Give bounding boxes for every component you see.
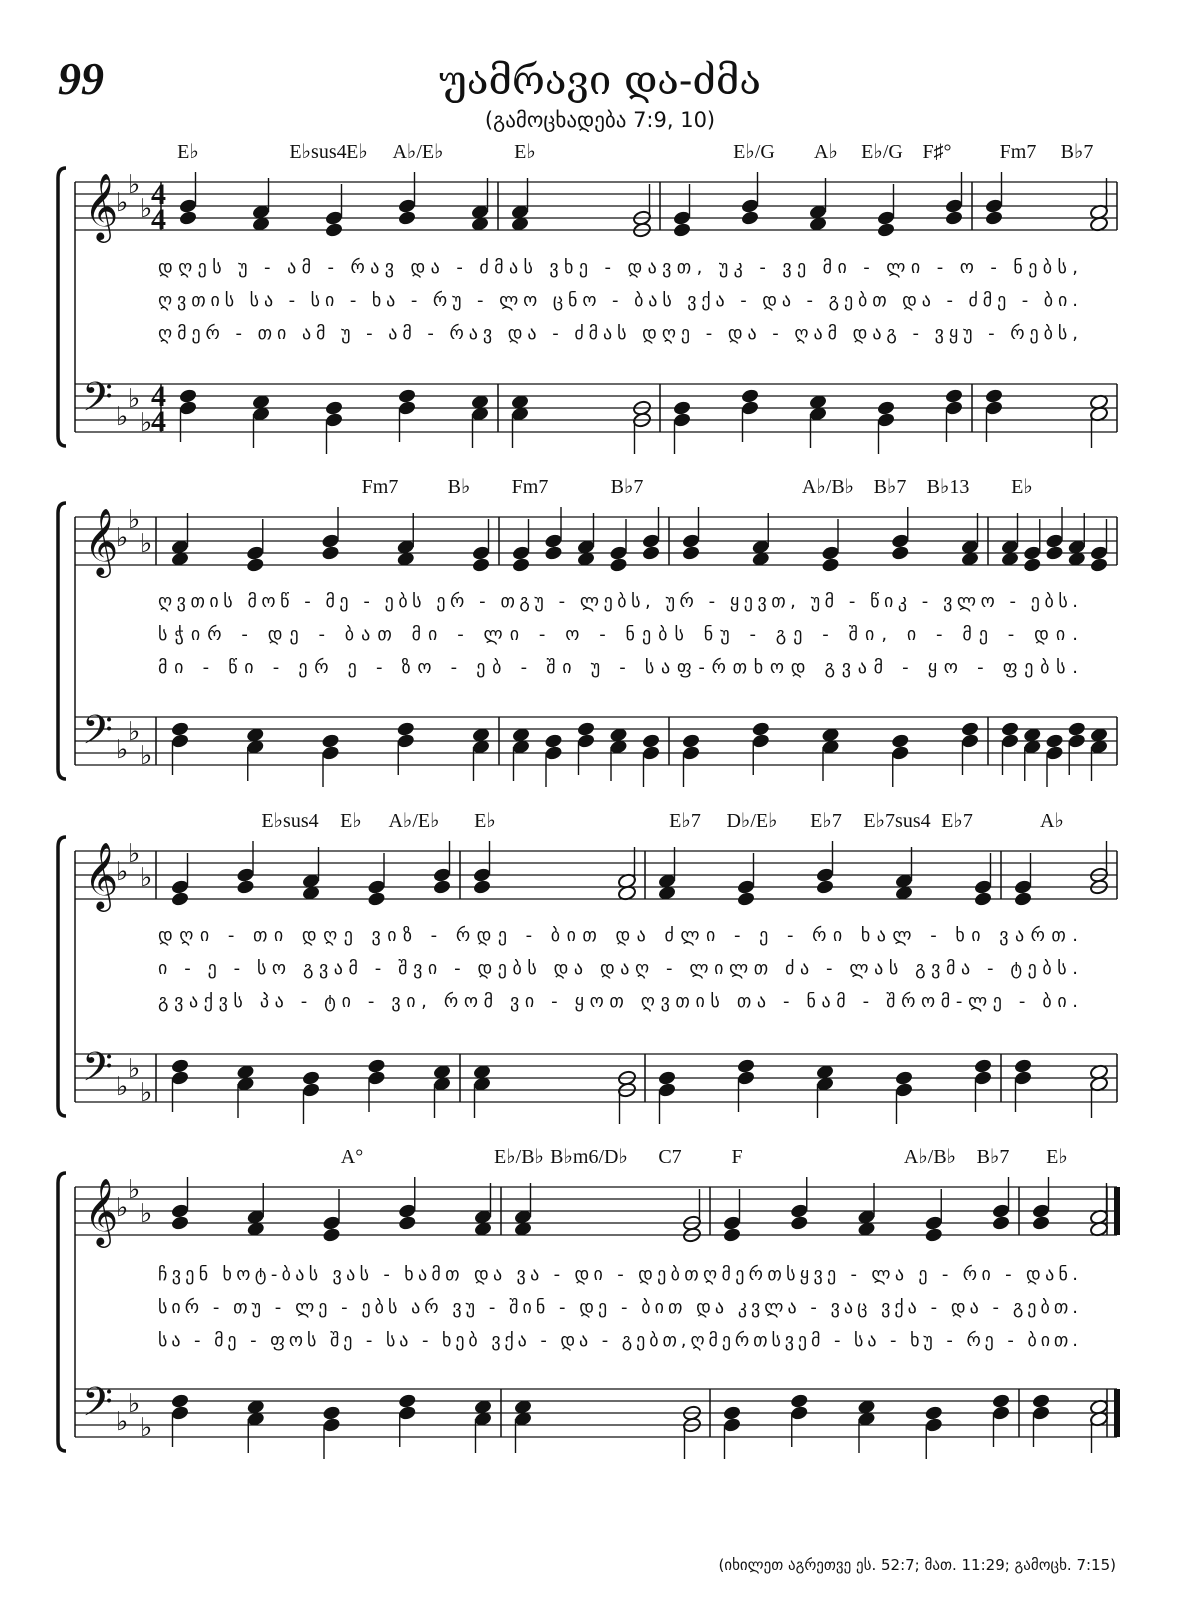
chord-symbol: B♭: [447, 476, 471, 498]
flat-icon: ♭: [116, 523, 129, 553]
chord-symbol: E♭/B♭: [494, 1146, 544, 1168]
bass-clef-icon: 𝄢: [82, 1044, 113, 1100]
chord-symbol: A♭: [1040, 810, 1064, 832]
chord-symbol: Fm7: [361, 476, 399, 498]
lyric-line-1: დღეს უ - ამ - რავ და - ძმას ვხე - დავთ, უკ - ვე მი - ლი - ო - ნებს,: [158, 257, 1078, 278]
chord-symbol: F♯°: [922, 141, 952, 163]
chord-symbol: E♭/G: [733, 141, 775, 163]
flat-icon: ♭: [140, 863, 153, 893]
chord-symbol: A♭/B♭: [801, 476, 855, 498]
chord-symbol: B♭m6/D♭: [550, 1146, 628, 1168]
chord-symbol: D♭/E♭: [726, 810, 778, 832]
flat-icon: ♭: [140, 1199, 153, 1229]
flat-icon: ♭: [128, 170, 141, 200]
flat-icon: ♭: [140, 194, 153, 224]
system-bracket: [58, 168, 66, 446]
chord-symbol: A♭/E♭: [388, 810, 440, 832]
chord-symbol: A♭/E♭: [392, 141, 444, 163]
chord-symbol: F: [731, 1146, 743, 1168]
bass-time-signature-top: 4: [151, 380, 166, 413]
flat-icon: ♭: [116, 1072, 129, 1102]
system-bracket: [58, 503, 66, 779]
treble-staff: [75, 517, 1117, 565]
flat-icon: ♭: [116, 1193, 129, 1223]
flat-icon: ♭: [140, 529, 153, 559]
treble-clef-icon: 𝄞: [84, 1177, 119, 1245]
bass-clef-icon: 𝄢: [82, 707, 113, 763]
chord-symbol: A♭: [814, 141, 838, 163]
flat-icon: ♭: [116, 857, 129, 887]
chord-symbol: E♭: [340, 810, 362, 832]
chord-symbol: B♭7: [610, 476, 644, 498]
chord-symbol: B♭13: [926, 476, 970, 498]
bass-staff: [75, 1054, 1117, 1102]
flat-icon: ♭: [116, 402, 129, 432]
treble-staff: [75, 851, 1117, 899]
chord-symbol: E♭: [1046, 1146, 1068, 1168]
system-3: [58, 810, 1117, 1124]
system-bracket: [58, 1173, 66, 1451]
scripture-reference-footnote: (იხილეთ აგრეთვე ეს. 52:7; მათ. 11:29; გამოცხ. 7:15): [718, 1556, 1116, 1574]
chord-symbol: E♭: [514, 141, 536, 163]
lyric-line-3: სა - მე - ფოს შე - სა - ხებ ვქა - და - გებთ,ღმერთსვემ - სა - ხუ - რე - ბით.: [158, 1330, 1078, 1351]
lyric-line-3: გვაქვს პა - ტი - ვი, რომ ვი - ყოთ ღვთის თა - ნამ - შრომ-ლე - ბი.: [158, 991, 1078, 1012]
chord-symbol: E♭/G: [861, 141, 903, 163]
chord-symbol: C7: [658, 1146, 682, 1168]
flat-icon: ♭: [140, 1078, 153, 1108]
chord-symbol: E♭sus4: [289, 141, 347, 163]
chord-symbol: E♭: [1011, 476, 1033, 498]
bass-time-signature-bottom: 4: [151, 405, 166, 438]
lyric-line-1: დღი - თი დღე ვიზ - რდე - ბით და ძლი - ე - რი ხალ - ხი ვართ.: [158, 925, 1078, 946]
lyric-line-3: ღმერ - თი ამ უ - ამ - რავ და - ძმას დღე - და - ღამ დაგ - ვყუ - რებს,: [158, 323, 1078, 344]
chord-symbol: B♭7: [1060, 141, 1094, 163]
chord-symbol: B♭7: [976, 1146, 1010, 1168]
chord-symbol: A°: [340, 1146, 364, 1168]
bass-staff: [75, 384, 1117, 432]
flat-icon: ♭: [128, 839, 141, 869]
bass-staff: [75, 717, 1117, 765]
flat-icon: ♭: [128, 1175, 141, 1205]
treble-time-signature-top: 4: [151, 178, 166, 211]
system-bracket: [58, 837, 66, 1116]
treble-staff: [75, 1187, 1117, 1235]
flat-icon: ♭: [128, 1054, 141, 1084]
flat-icon: ♭: [140, 1413, 153, 1443]
treble-clef-icon: 𝄞: [84, 172, 119, 240]
lyric-line-1: ღვთის მოწ - მე - ებს ერ - თგუ - ლებს, ურ - ყევთ, უმ - წიკ - ვლო - ებს.: [158, 591, 1078, 612]
lyric-line-2: სჭირ - დე - ბათ მი - ლი - ო - ნებს ნუ - გე - ში, ი - მე - დი.: [158, 624, 1079, 645]
bass-clef-icon: 𝄢: [82, 1379, 113, 1435]
chord-symbol: B♭7: [873, 476, 907, 498]
chord-symbol: Fm7: [999, 141, 1037, 163]
flat-icon: ♭: [116, 735, 129, 765]
system-4: [58, 1146, 1120, 1459]
flat-icon: ♭: [128, 1389, 141, 1419]
chord-symbol: E♭: [474, 810, 496, 832]
lyric-line-2: ღვთის სა - სი - ხა - რუ - ლო ცნო - ბას ვქა - და - გებთ და - ძმე - ბი.: [158, 290, 1079, 311]
lyric-line-1: ჩვენ ხოტ-ბას ვას - ხამთ და ვა - დი - დებთღმერთსყვე - ლა ე - რი - დან.: [158, 1264, 1078, 1285]
chord-symbol: E♭: [346, 141, 368, 163]
treble-clef-icon: 𝄞: [84, 507, 119, 575]
chord-symbol: E♭7sus4: [863, 810, 931, 832]
flat-icon: ♭: [140, 741, 153, 771]
chord-symbol: E♭7: [941, 810, 973, 832]
hymn-number: 99: [58, 53, 104, 104]
treble-clef-icon: 𝄞: [84, 841, 119, 909]
treble-time-signature-bottom: 4: [151, 203, 166, 236]
flat-icon: ♭: [116, 1407, 129, 1437]
chord-symbol: E♭: [177, 141, 199, 163]
chord-symbol: E♭sus4: [261, 810, 319, 832]
hymn-subtitle: (გამოცხადება 7:9, 10): [484, 108, 716, 132]
flat-icon: ♭: [128, 505, 141, 535]
flat-icon: ♭: [140, 408, 153, 438]
bass-clef-icon: 𝄢: [82, 374, 113, 430]
system-1: [58, 141, 1117, 454]
flat-icon: ♭: [128, 717, 141, 747]
lyric-line-2: სირ - თუ - ლე - ებს არ ვუ - შინ - დე - ბით და კვლა - ვაც ვქა - და - გებთ.: [158, 1297, 1078, 1318]
lyric-line-3: მი - წი - ერ ე - ზო - ებ - ში უ - საფ-რთხოდ გვამ - ყო - ფებს.: [158, 657, 1078, 678]
chord-symbol: E♭7: [669, 810, 701, 832]
bass-staff: [75, 1389, 1117, 1437]
lyric-line-2: ი - ე - სო გვამ - შვი - დებს და დაღ - ლილთ ძა - ლას გვმა - ტებს.: [158, 958, 1078, 979]
chord-symbol: E♭7: [810, 810, 842, 832]
hymn-title: უამრავი და-ძმა: [439, 58, 761, 104]
flat-icon: ♭: [116, 188, 129, 218]
treble-staff: [75, 182, 1117, 230]
chord-symbol: A♭/B♭: [903, 1146, 957, 1168]
chord-symbol: Fm7: [511, 476, 549, 498]
flat-icon: ♭: [128, 384, 141, 414]
